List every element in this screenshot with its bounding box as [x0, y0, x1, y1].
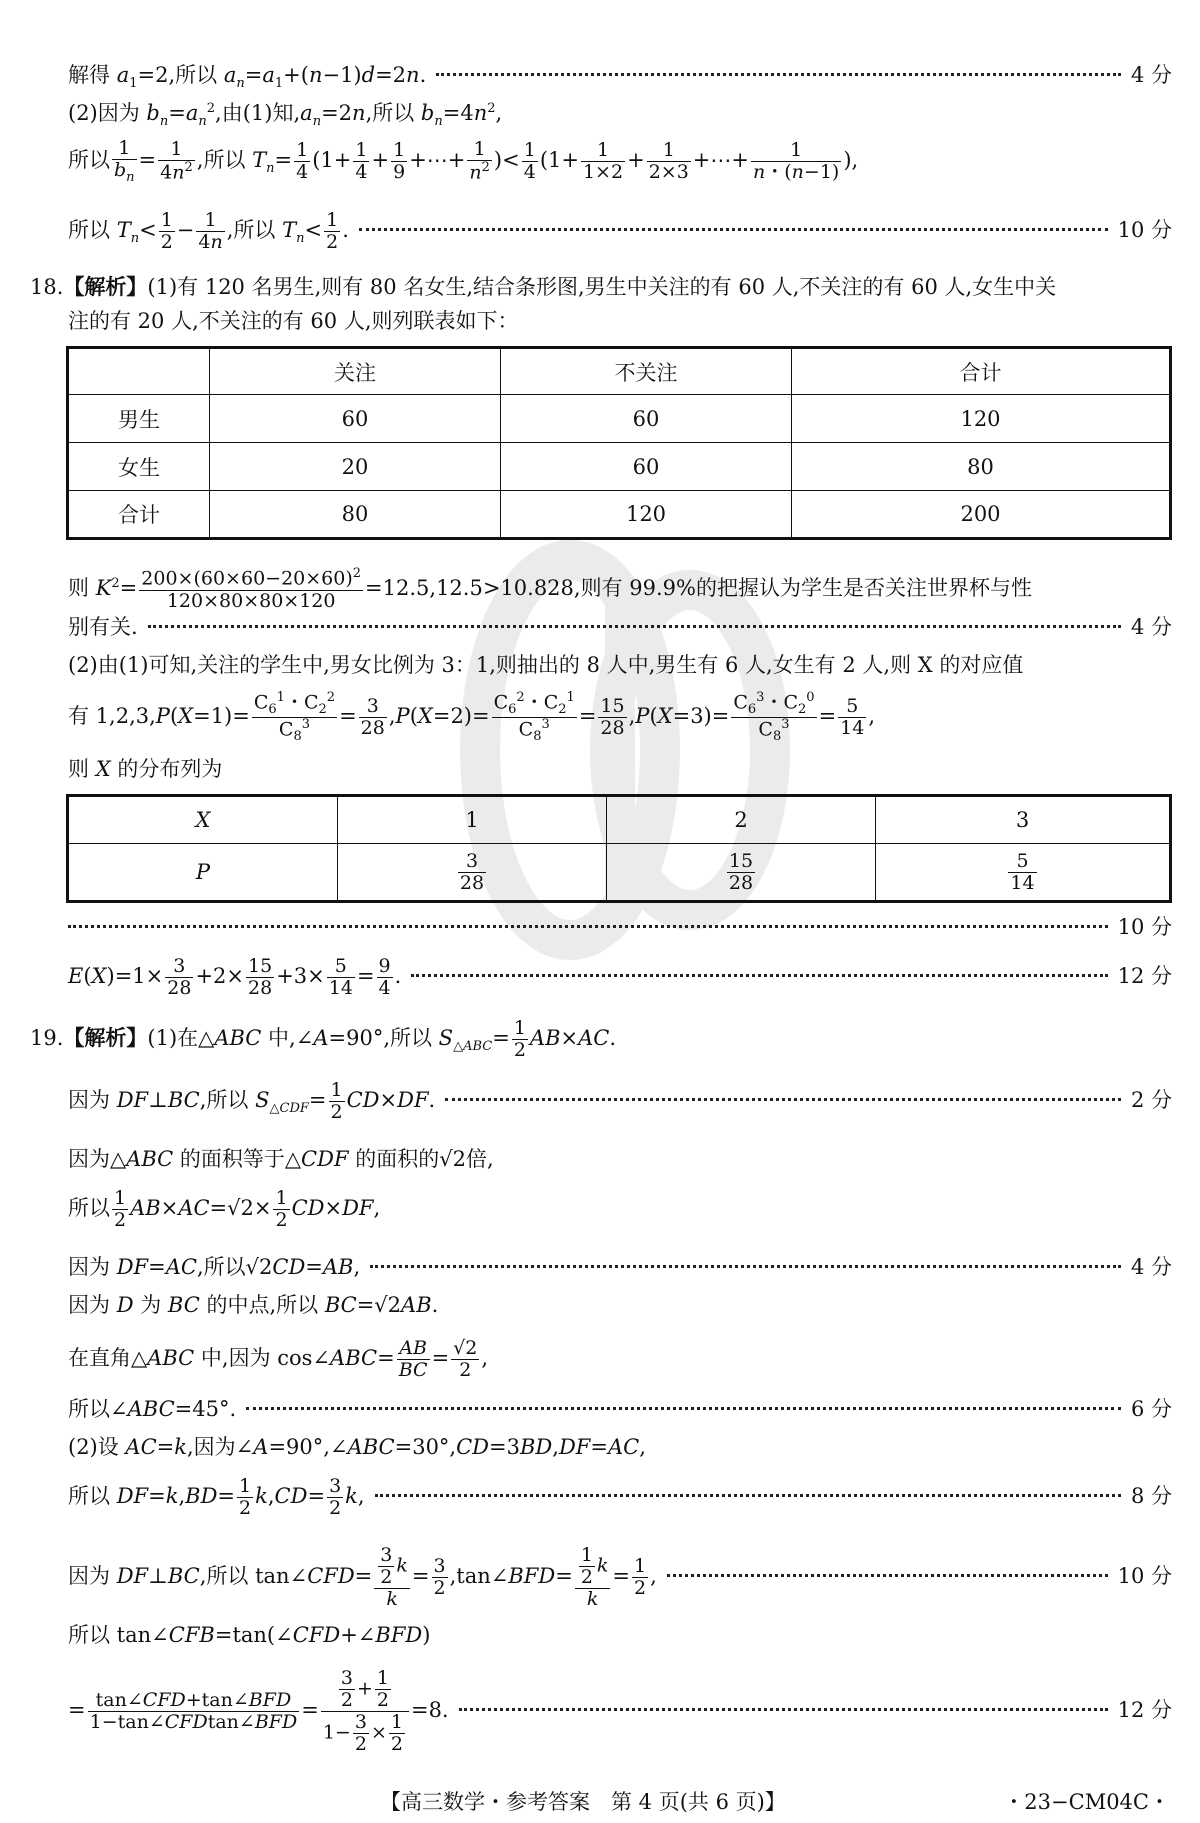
- contingency-table: [66, 346, 1172, 540]
- question-19-heading: 19.【解析】(1)在△ABC 中,∠A=90°,所以 $S_{\triangle ABC}=$ $\frac{1}{2}$ AB×AC.: [30, 1017, 617, 1061]
- table-row: [68, 443, 1171, 491]
- table-header-cell: 合计: [792, 348, 1171, 395]
- solution-line: 所以 $\frac{1}{b_n}$ = $\frac{1}{4n^2}$ ,所以 $T_n=$ $\frac{1}{4}$ (1+ $\frac{1}{4}$ + $\frac{1}{9}$ +⋯+ $\frac{1}{n^2}$ )< $\frac{1}{4}$ (1+ $\frac{1}{1\times 2}$ + $\frac{1}{2\times 3}$ +⋯+ $\frac{1}{n・(n-1)}$ ),: [68, 137, 859, 185]
- solution-line: (2)因为 $b_n=a_n^2$,由(1)知$,a_n=2n$,所以 $b_n=4n^2$,: [68, 101, 503, 130]
- table-header-cell: 关注: [210, 348, 501, 395]
- solution-line: 因为 D 为 BC 的中点,所以 BC=√2AB.: [68, 1293, 439, 1317]
- table-cell: 1: [338, 796, 607, 844]
- solution-line: 所以 tan∠CFB=tan(∠CFD+∠BFD): [68, 1623, 431, 1647]
- dot-leader: [445, 1097, 1121, 1101]
- footer-page-label: 【高三数学・参考答案 第 4 页(共 6 页)】: [380, 1790, 786, 1814]
- probability-line: 有 1,2,3,P(X=1)= $\frac{C_6^1・C_2^2}{C_8^3}$ = $\frac{3}{28}$ ,P(X=2)= $\frac{C_6^2・C_2^1}{C_8^3}$ = $\frac{15}{28}$ ,P(X=3)= $\frac{C_6^3・C_2^0}{C_8^3}$ = $\frac{5}{14}$ ,: [68, 689, 876, 745]
- solution-line: 在直角△ABC 中,因为 cos∠ABC= $\frac{AB}{BC}$ = $\frac{√2}{2}$ ,: [68, 1337, 489, 1381]
- dot-leader: [370, 1264, 1121, 1268]
- expectation-line: E(X)=1× $\frac{3}{28}$ +2× $\frac{15}{28}$ +3× $\frac{5}{14}$ = $\frac{9}{4}$ . 12 分: [68, 955, 1172, 999]
- table-cell: 女生: [68, 443, 210, 491]
- table-header-cell: [68, 348, 210, 395]
- solution-line: [68, 912, 1172, 942]
- question-text: 注的有 20 人,不关注的有 60 人,则列联表如下：: [68, 309, 519, 333]
- table-cell: $\frac{5}{14}$: [876, 844, 1171, 902]
- table-cell: 120: [501, 491, 792, 539]
- solution-line: 因为△ABC 的面积等于△CDF 的面积的√2倍,: [68, 1147, 494, 1171]
- table-cell: 80: [792, 443, 1171, 491]
- table-cell: X: [68, 796, 338, 844]
- table-header-cell: 不关注: [501, 348, 792, 395]
- solution-line: (2)设 AC=k,因为∠A=90°,∠ABC=30°,CD=3BD,DF=AC,: [68, 1435, 646, 1459]
- table-row: [68, 491, 1171, 539]
- analysis-tag: 【解析】: [63, 1026, 148, 1050]
- score-label: 4 分: [1130, 615, 1172, 639]
- dot-leader: [375, 1493, 1121, 1497]
- question-text: (1)有 120 名男生,则有 80 名女生,结合条形图,男生中关注的有 60 人,不关注的有 60 人,女生中关: [147, 275, 1057, 299]
- table-cell: 60: [501, 395, 792, 443]
- question-number: 18.: [30, 275, 64, 299]
- solution-line: 则 X 的分布列为: [68, 757, 223, 781]
- chi-square-line: 则 $K^2=$ $\frac{200\times(60\times 60-20\times 60)^2}{120\times 80\times 80\times 120}$ =12.5,12.5>10.828,则有 99.9%的把握认为学生是否关注世界杯与性: [68, 566, 1032, 612]
- score-label: 10 分: [1117, 218, 1172, 242]
- table-cell: P: [68, 844, 338, 902]
- table-cell: 60: [210, 395, 501, 443]
- table-cell: 60: [501, 443, 792, 491]
- question-18-heading: [30, 272, 1056, 302]
- dot-leader: [436, 72, 1121, 76]
- solution-line: = $\frac{\text{tan∠CFD+tan∠BFD}}{\text{1−tan∠CFDtan∠BFD}}$ = $\frac{3}{2}$ + $\frac{1}{2}$ 1− $\frac{3}{2}$ × $\frac{1}{2}$ =8. 12 分: [68, 1662, 1172, 1758]
- score-label: 6 分: [1130, 1397, 1172, 1421]
- score-label: 10 分: [1117, 1564, 1172, 1588]
- table-cell: 男生: [68, 395, 210, 443]
- table-cell: $\frac{3}{28}$: [338, 844, 607, 902]
- solution-line: 别有关. 4 分: [68, 612, 1172, 642]
- dot-leader: [246, 1406, 1121, 1410]
- dot-leader: [411, 973, 1107, 977]
- solution-line: 所以 $T_n<$ $\frac{1}{2}$ − $\frac{1}{4n}$ ,所以 $T_n<$ $\frac{1}{2}$ . 10 分: [68, 209, 1172, 253]
- solution-line: 因为 DF⊥BC,所以 $S_{\triangle CDF}=$ $\frac{1}{2}$ CD×DF. 2 分: [68, 1079, 1172, 1123]
- dot-leader: [359, 227, 1108, 231]
- score-label: 12 分: [1117, 964, 1172, 988]
- score-label: 8 分: [1130, 1484, 1172, 1508]
- score-label: 12 分: [1117, 1698, 1172, 1722]
- table-cell: 2: [607, 796, 876, 844]
- solution-line: 所以 DF=k,BD= $\frac{1}{2}$ k,CD= $\frac{3}{2}$ k, 8 分: [68, 1475, 1172, 1519]
- solution-line: 所以∠ABC=45°. 6 分: [68, 1394, 1172, 1424]
- score-label: 4 分: [1130, 1255, 1172, 1279]
- table-row: [68, 796, 1171, 844]
- table-cell: 120: [792, 395, 1171, 443]
- solution-line: 因为 DF=AC,所以√2CD=AB, 4 分: [68, 1252, 1172, 1282]
- table-cell: 80: [210, 491, 501, 539]
- solution-line: 所以 $\frac{1}{2}$ AB×AC=√2× $\frac{1}{2}$ CD×DF,: [68, 1187, 381, 1231]
- table-cell: $\frac{15}{28}$: [607, 844, 876, 902]
- score-label: 2 分: [1130, 1088, 1172, 1112]
- solution-line: 因为 DF⊥BC,所以 tan∠CFD= $\frac{3}{2}$ k k = $\frac{3}{2}$ ,tan∠BFD= $\frac{1}{2}$ k k = $\frac{1}{2}$ , 10 分: [68, 1540, 1172, 1612]
- dot-leader: [459, 1707, 1108, 1711]
- distribution-table: [66, 794, 1172, 903]
- footer-code: ・23−CM04C・: [1003, 1790, 1170, 1814]
- score-label: 4 分: [1130, 63, 1172, 87]
- score-label: 10 分: [1117, 915, 1172, 939]
- table-cell: 200: [792, 491, 1171, 539]
- dot-leader: [148, 624, 1121, 628]
- analysis-tag: 【解析】: [63, 275, 148, 299]
- dot-leader: [667, 1573, 1108, 1577]
- solution-line: 解得 $a_1=2$,所以 $a_n=a_1+(n-1)d=2n$. 4 分: [68, 60, 1172, 99]
- table-row: [68, 395, 1171, 443]
- question-number: 19.: [30, 1026, 64, 1050]
- table-cell: 20: [210, 443, 501, 491]
- table-cell: 合计: [68, 491, 210, 539]
- solution-line: (2)由(1)可知,关注的学生中,男女比例为 3：1,则抽出的 8 人中,男生有 6 人,女生有 2 人,则 X 的对应值: [68, 653, 1024, 677]
- table-cell: 3: [876, 796, 1171, 844]
- table-row: [68, 844, 1171, 902]
- dot-leader: [68, 924, 1108, 928]
